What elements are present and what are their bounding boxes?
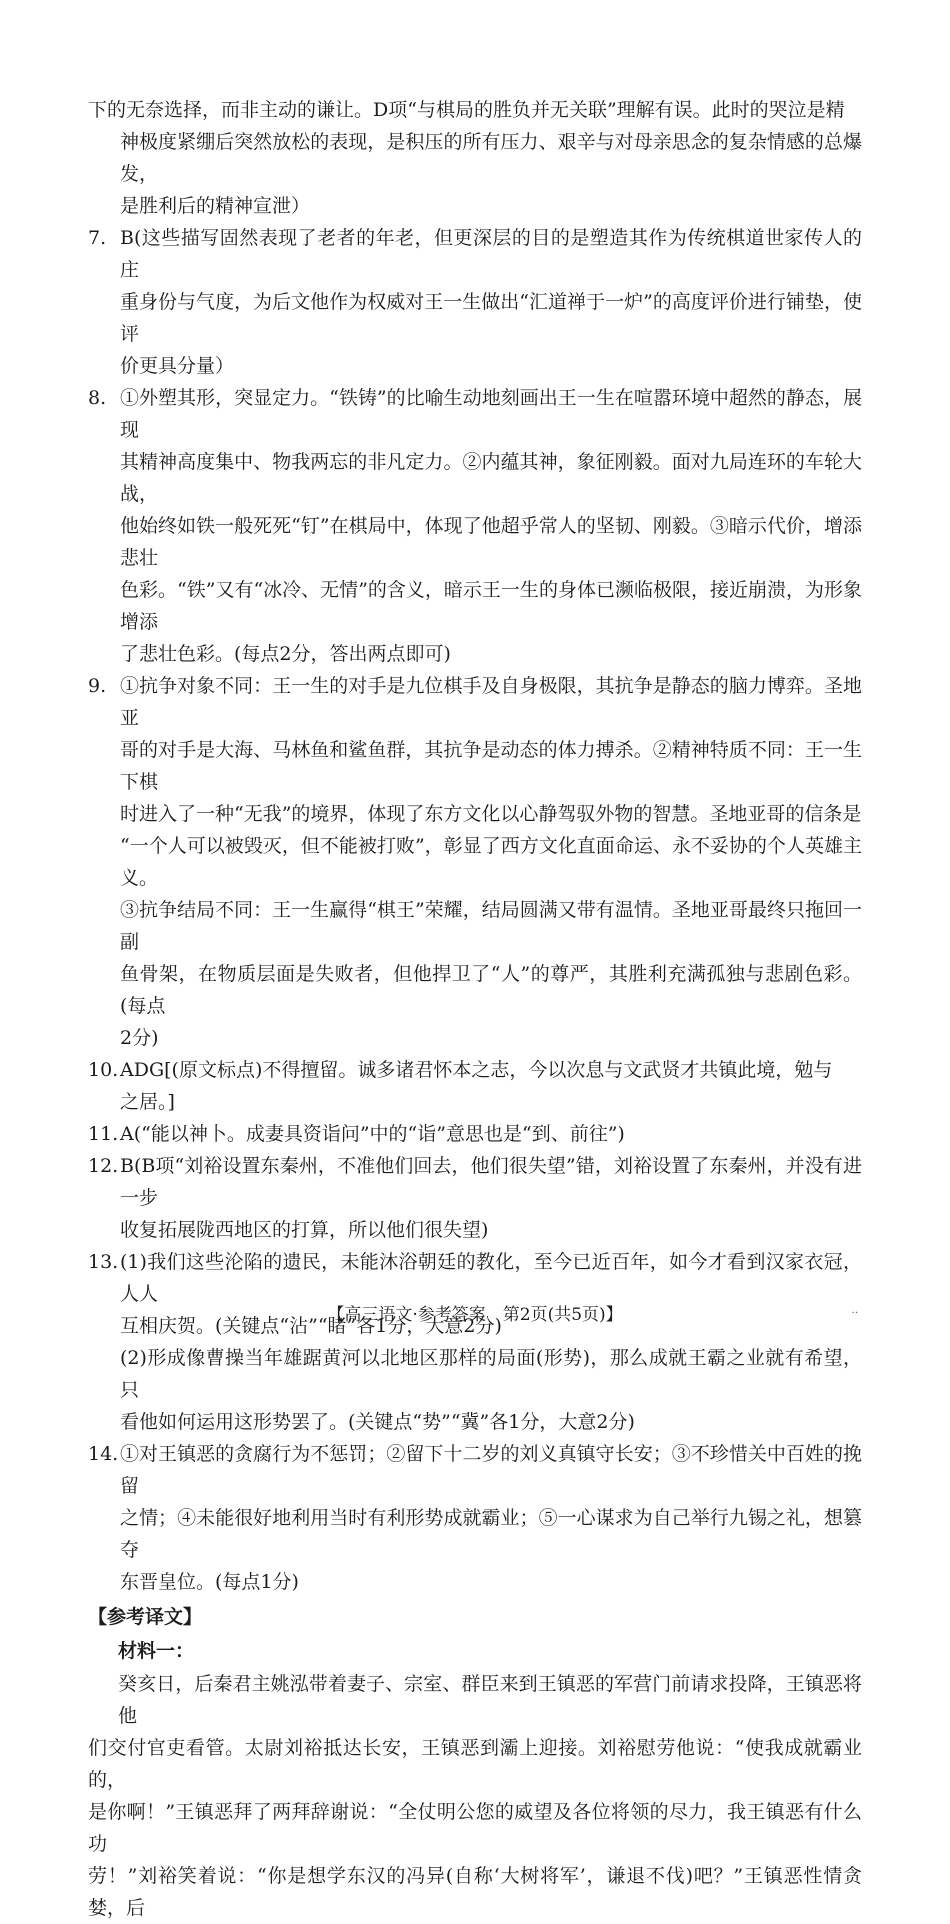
text-line: (1)我们这些沦陷的遗民，未能沐浴朝廷的教化，至今已近百年，如今才看到汉家衣冠，人人 [120,1251,862,1305]
text-line: 之居。] [120,1091,175,1113]
answer-body [120,222,862,382]
text-line: “一个人可以被毁灭，但不能被打败”，彰显了西方文化直面命运、永不妥协的个人英雄主义。 [120,835,862,889]
answer-item [88,1438,862,1598]
text-line: ③抗争结局不同：王一生赢得“棋王”荣耀，结局圆满又带有温情。圣地亚哥最终只拖回一副 [120,899,862,953]
answer-list [88,222,862,1598]
answer-item [88,1054,862,1118]
answer-body [120,1054,862,1118]
text-line: 2分) [120,1027,159,1049]
answer-number: 12. [88,1155,119,1177]
answer-item [88,1118,862,1150]
text-line: (2)形成像曹操当年雄踞黄河以北地区那样的局面(形势)，那么成就王霸之业就有希望，只 [120,1347,862,1401]
corner-mark: ·· [851,1308,858,1319]
text-line: 收复拓展陇西地区的打算，所以他们很失望) [120,1219,489,1241]
answer-item [88,670,862,1054]
text-line: 是你啊！”王镇恶拜了两拜辞谢说：“全仗明公您的威望及各位将领的尽力，我王镇恶有什么功 [88,1801,862,1855]
answer-number: 13. [88,1251,119,1273]
answer-number: 8. [88,387,107,409]
answer-number: 11. [88,1123,119,1145]
section-title: 【参考译文】 [88,1606,203,1628]
answer-body [120,1246,862,1438]
text-line: ADG[(原文标点)不得擅留。诚多诸君怀本之志，今以次息与文武贤才共镇此境，勉与 [120,1059,833,1081]
text-line: 互相庆贺。(关键点“沾”“睹”各1分，大意2分) [120,1315,502,1337]
text-line: ①对王镇恶的贪腐行为不惩罚；②留下十二岁的刘义真镇守长安；③不珍惜关中百姓的挽留 [120,1443,862,1497]
text-line: 东晋皇位。(每点1分) [120,1571,299,1593]
text-line: 看他如何运用这形势罢了。(关键点“势”“冀”各1分，大意2分) [120,1411,635,1433]
text-line: 其精神高度集中、物我两忘的非凡定力。②内蕴其神，象征刚毅。面对九局连环的车轮大战， [120,451,862,505]
text-line: 了悲壮色彩。(每点2分，答出两点即可) [120,643,451,665]
material-label: 材料一： [118,1640,195,1662]
answer-number: 9. [88,675,107,697]
text-line: 他始终如铁一般死死“钉”在棋局中，体现了他超乎常人的坚韧、刚毅。③暗示代价，增添悲壮 [120,515,862,569]
text-line: 时进入了一种“无我”的境界，体现了东方文化以心静驾驭外物的智慧。圣地亚哥的信条是 [120,803,862,825]
answer-item [88,222,862,382]
text-line: 重身份与气度，为后文他作为权威对王一生做出“汇道禅于一炉”的高度评价进行铺垫，使评 [120,291,862,345]
answer-body [120,1150,862,1246]
text-line: A(“能以神卜。成妻具资诣问”中的“诣”意思也是“到、前往”) [120,1123,625,1145]
answer-body [120,670,862,1054]
answer-body [120,1438,862,1598]
answer-item [88,1246,862,1438]
answer-number: 10. [88,1059,119,1081]
text-line: 鱼骨架，在物质层面是失败者，但他捍卫了“人”的尊严，其胜利充满孤独与悲剧色彩。(每点 [120,963,862,1017]
text-line: ①外塑其形，突显定力。“铁铸”的比喻生动地刻画出王一生在喧嚣环境中超然的静态，展现 [120,387,862,441]
text-line: 癸亥日，后秦君主姚泓带着妻子、宗室、群臣来到王镇恶的军营门前请求投降，王镇恶将他 [118,1673,862,1727]
answer-item [88,382,862,670]
text-line: 哥的对手是大海、马林鱼和鲨鱼群，其抗争是动态的体力搏杀。②精神特质不同：王一生下棋 [120,739,862,793]
text-line: B(B项“刘裕设置东秦州，不准他们回去，他们很失望”错，刘裕设置了东秦州，并没有进一步 [120,1155,862,1209]
text-line: 下的无奈选择，而非主动的谦让。D项“与棋局的胜负并无关联”理解有误。此时的哭泣是精 [88,99,845,121]
text-line: 劳！”刘裕笑着说：“你是想学东汉的冯异(自称‘大树将军’，谦退不伐)吧？”王镇恶性情贪婪，后 [88,1865,862,1919]
answer-number: 14. [88,1443,119,1465]
translation-paragraph [88,1668,862,1924]
text-line: 神极度紧绷后突然放松的表现，是积压的所有压力、艰辛与对母亲思念的复杂情感的总爆发， [120,131,862,185]
answer-body [120,382,862,670]
intro-paragraph [88,94,862,222]
answer-item [88,1150,862,1246]
text-line: 价更具分量） [120,355,235,377]
answer-body [120,1118,862,1150]
text-line: 是胜利后的精神宣泄） [120,195,311,217]
text-line: 色彩。“铁”又有“冰冷、无情”的含义，暗示王一生的身体已濒临极限，接近崩溃，为形象增添 [120,579,862,633]
text-line: ①抗争对象不同：王一生的对手是九位棋手及自身极限，其抗争是静态的脑力博弈。圣地亚 [120,675,862,729]
text-line: 们交付官吏看管。太尉刘裕抵达长安，王镇恶到灞上迎接。刘裕慰劳他说：“使我成就霸业的， [88,1737,862,1791]
text-line: 之情；④未能很好地利用当时有利形势成就霸业；⑤一心谋求为自己举行九锡之礼，想篡夺 [120,1507,862,1561]
text-line: B(这些描写固然表现了老者的年老，但更深层的目的是塑造其作为传统棋道世家传人的庄 [120,227,862,281]
answer-number: 7. [88,227,107,249]
page-footer: 【高三语文·参考答案 第2页(共5页)】 [327,1305,623,1325]
